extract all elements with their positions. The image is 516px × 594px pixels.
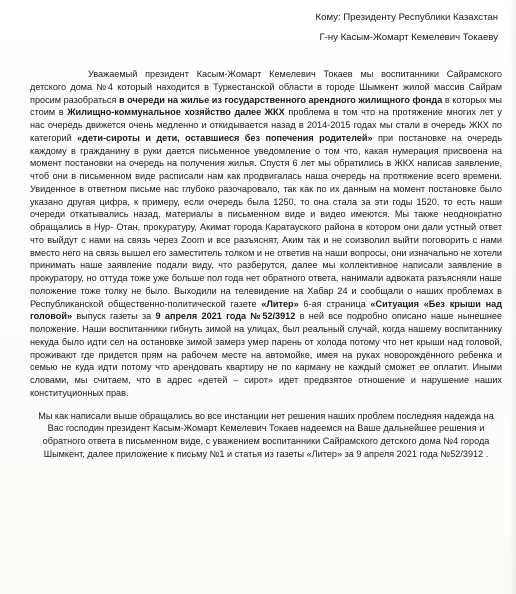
text-run: в которых мы стоим в <box>30 94 502 118</box>
text-run: Уважаемый президент Касым-Жомарт Кемелевич Токаев мы воспитанники Сайрамского детского дома №4 который находится в Туркестанской области в городе Шымкент жилой массив Сайрам просим разобраться <box>30 69 502 105</box>
bold-text-article-title: «Ситуация «Без крыши над головой» <box>30 298 502 322</box>
bold-text-zhkh: Жилищно-коммунальное хозяйство далее ЖКХ <box>67 107 285 118</box>
text-run: при постановке на очередь каждому в гражданину в руки дается письменное уведомление о том что, какая нумерация присвоена на момент постановки на очередь на получения жилья. Спустя 6 лет мы обратились в ЖКХ написав заявление, чтоб они в письменном виде расписали нам как продвигалась наша очередь на протяжение всего времени. Увиденное в ответном письме нас глубоко разочаровало, так как по их данным на момент постановке было указано другая цифра, к примеру, если очередь была 1250, то она стала за эти годы 1520, то есть наши очереди откатывались назад, материалы в письменном виде и видео имеются. Мы также неоднократно обращались в Нур- Отан, прокуратуру, Акимат города Каратауского района в котором они дали устный ответ что выйдут с нами на связь через Zoom и все разъяснят, Аким так и не соизволил выйти поговорить с нами вместо него на связь вышел его заместитель толком и не ответив на наши вопросы, они изначально не хотели принимать наше заявление подали виду, что разберутся, далее мы коллективное написали заявление в прокуратору, но оттуда тоже уже больше пол года нет обратного ответа, нанимали адвоката разъясняли наше положение тоже толку не было. Выходили на телевидение на Хабар 24 и сообщали о наших проблемах в Республиканской общественно-политической газете <box>30 132 502 309</box>
text-run: 6-ая страница <box>298 298 371 309</box>
page-edge-shadow <box>510 0 516 594</box>
bold-text-issue-date: 9 апреля 2021 года №52/3912 <box>155 311 296 322</box>
bold-text-orphans-category: «дети-сироты и дети, оставшиеся без попечения родителей» <box>77 132 373 143</box>
letter-paragraph-closing: Мы как написали выше обращались во все инстанции нет решения наших проблем последняя надежда на Вас господин президент Касым-Жомарт Кемелевич Токаев надеемся на Ваше дальнейшее решения и обратного ответа в письменном виде, с уважением воспитанники Сайрамского детского дома №4 города Шымкент, далее приложение к письму №1 и статья из газеты «Литер» за 9 апреля 2021 года №52/3912 . <box>38 410 494 459</box>
addressee-name-line: Г-ну Касым-Жомарт Кемелевич Токаеву <box>319 32 498 43</box>
text-run: выпуск газеты за <box>72 311 156 322</box>
text-run: в ней все подробно описано наше нынешнее положение. Наши воспитанники гибнуть зимой на улицах, был реальный случай, когда нашему воспитаннику некуда было идти сел на остановке зимой замерз умер парень от холода потому что нет крыши над головой, проживают где придется прям на рабочем месте на автомойке, имея на руках новорождённого ребенка и семью не куда идти потому что арендовать квартиру не по карману не каждый сможет ее оплатит. Иными словами, мы считаем, что в адрес «детей – сирот» идет предвзятое отношение и нарушение наших конституционных прав. <box>30 311 503 398</box>
bold-text-liter-newspaper: «Литер» <box>261 298 299 309</box>
letter-paragraph-main <box>30 68 502 400</box>
text-run: проблема в том что на протяжение многих лет у нас очередь движется очень медленно и откидывается назад в 2014-2015 годах мы стали в очередь ЖКХ по категорий <box>30 107 502 143</box>
addressee-to-line: Кому: Президенту Республики Казахстан <box>315 12 498 23</box>
bold-text-housing-queue: в очереди на жилье из государственного арендного жилищного фонда <box>118 94 443 105</box>
addressee-block <box>30 8 502 48</box>
